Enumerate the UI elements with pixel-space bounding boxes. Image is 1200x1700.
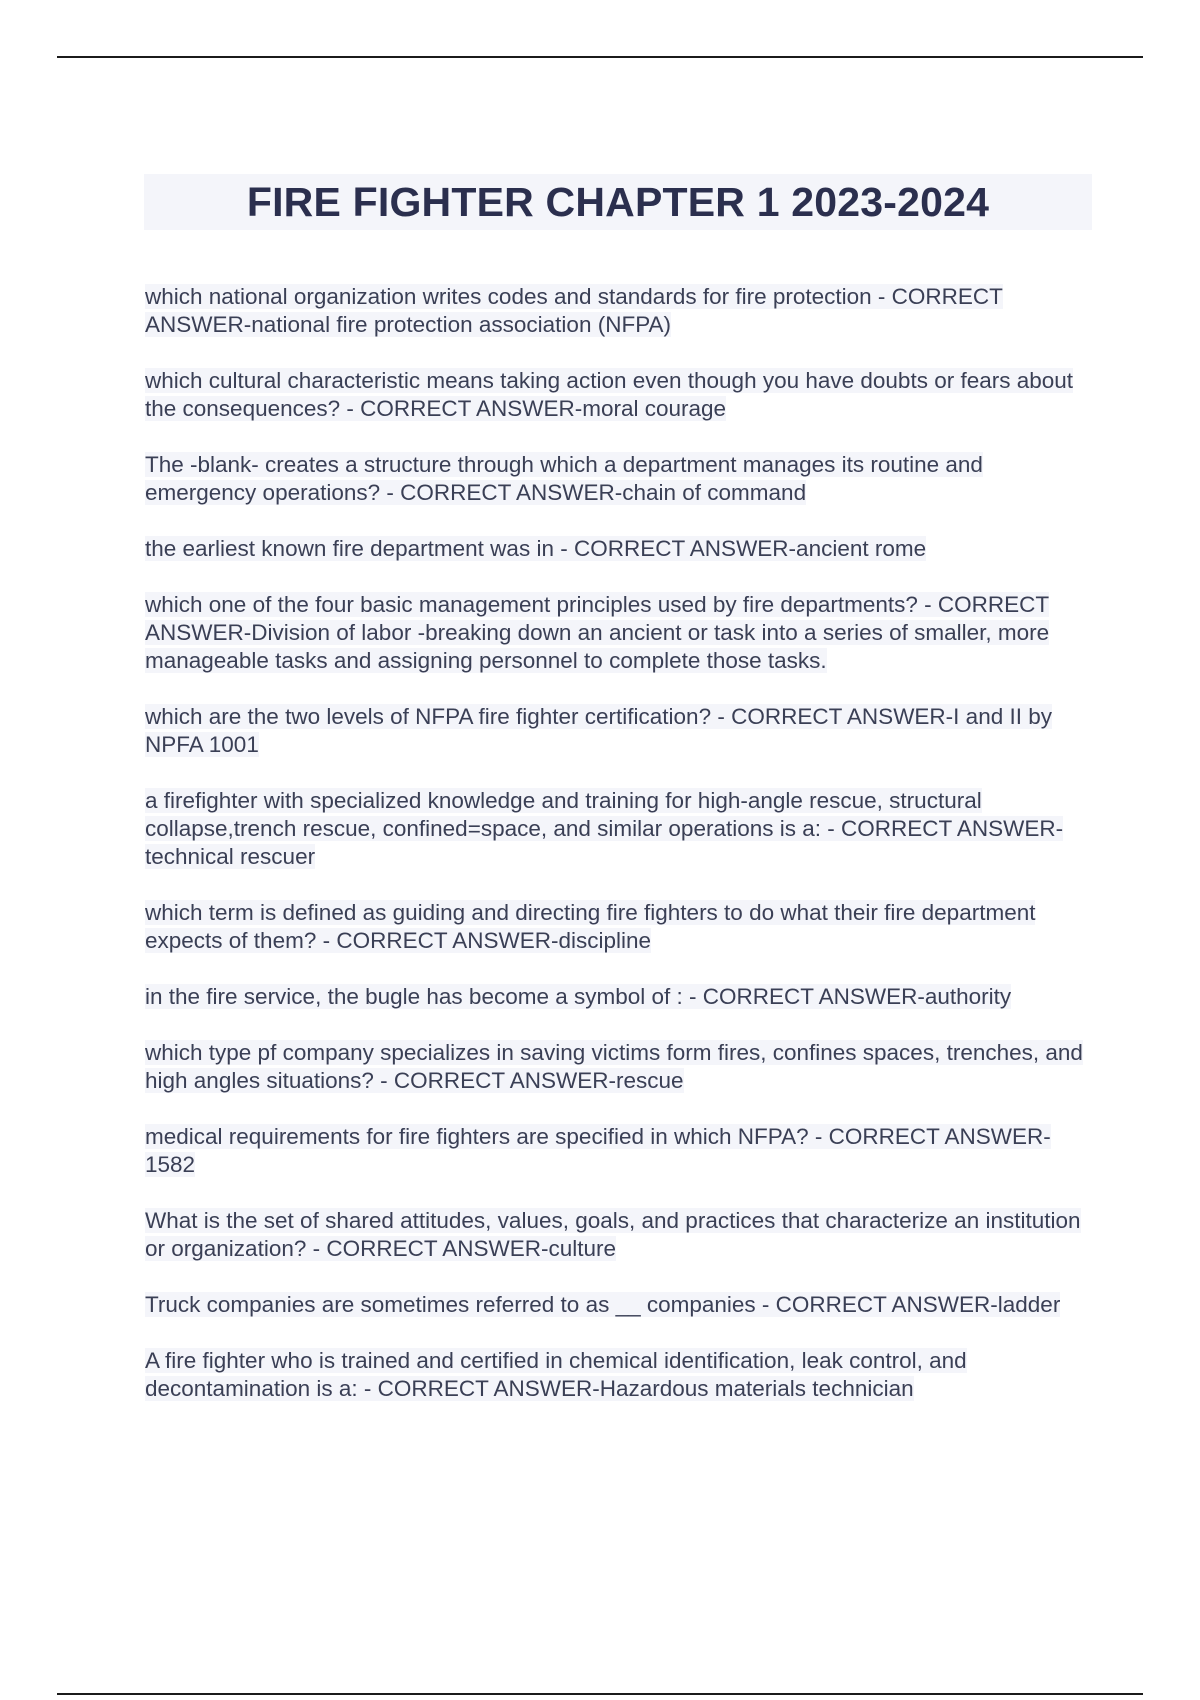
- qa-item: [145, 899, 1085, 955]
- qa-item: [145, 1291, 1085, 1319]
- qa-item: [145, 787, 1085, 871]
- qa-item: [145, 1207, 1085, 1263]
- bottom-rule: [57, 1693, 1143, 1695]
- qa-text: which are the two levels of NFPA fire fighter certification? - CORRECT ANSWER-I and II by NPFA 1001: [145, 704, 1052, 757]
- qa-text: The -blank- creates a structure through which a department manages its routine and emergency operations? - CORRECT ANSWER-chain of command: [145, 452, 983, 505]
- qa-text: a firefighter with specialized knowledge and training for high-angle rescue, structural collapse,trench rescue, confined=space, and similar operations is a: - CORRECT ANSWER-technical rescuer: [145, 788, 1064, 869]
- qa-item: [145, 1347, 1085, 1403]
- qa-item: [145, 367, 1085, 423]
- qa-item: [145, 703, 1085, 759]
- qa-text: which term is defined as guiding and directing fire fighters to do what their fire department expects of them? - CORRECT ANSWER-discipline: [145, 900, 1036, 953]
- document-title: FIRE FIGHTER CHAPTER 1 2023-2024: [246, 178, 990, 225]
- qa-item: [145, 535, 1085, 563]
- qa-item: [145, 1123, 1085, 1179]
- title-band: [144, 174, 1092, 230]
- qa-text: What is the set of shared attitudes, values, goals, and practices that characterize an institution or organization? - CORRECT ANSWER-culture: [145, 1208, 1081, 1261]
- qa-list: [145, 283, 1085, 1431]
- qa-item: [145, 1039, 1085, 1095]
- qa-text: in the fire service, the bugle has become a symbol of : - CORRECT ANSWER-authority: [145, 984, 1012, 1009]
- qa-text: which cultural characteristic means taking action even though you have doubts or fears about the consequences? - CORRECT ANSWER-moral courage: [145, 368, 1074, 421]
- qa-text: which one of the four basic management principles used by fire departments? - CORRECT ANSWER-Division of labor -breaking down an ancient or task into a series of smaller, more manageable tasks and assigning personnel to complete those tasks.: [145, 592, 1050, 673]
- qa-item: [145, 451, 1085, 507]
- qa-text: medical requirements for fire fighters are specified in which NFPA? - CORRECT ANSWER-1582: [145, 1124, 1051, 1177]
- qa-item: [145, 591, 1085, 675]
- qa-text: Truck companies are sometimes referred to as __ companies - CORRECT ANSWER-ladder: [145, 1292, 1061, 1317]
- qa-text: the earliest known fire department was in - CORRECT ANSWER-ancient rome: [145, 536, 927, 561]
- qa-item: [145, 283, 1085, 339]
- qa-item: [145, 983, 1085, 1011]
- qa-text: A fire fighter who is trained and certified in chemical identification, leak control, and decontamination is a: - CORRECT ANSWER-Hazardous materials technician: [145, 1348, 967, 1401]
- top-rule: [57, 56, 1143, 58]
- qa-text: which national organization writes codes and standards for fire protection - CORRECT ANSWER-national fire protection association (NFPA): [145, 284, 1003, 337]
- qa-text: which type pf company specializes in saving victims form fires, confines spaces, trenches, and high angles situations? - CORRECT ANSWER-rescue: [145, 1040, 1083, 1093]
